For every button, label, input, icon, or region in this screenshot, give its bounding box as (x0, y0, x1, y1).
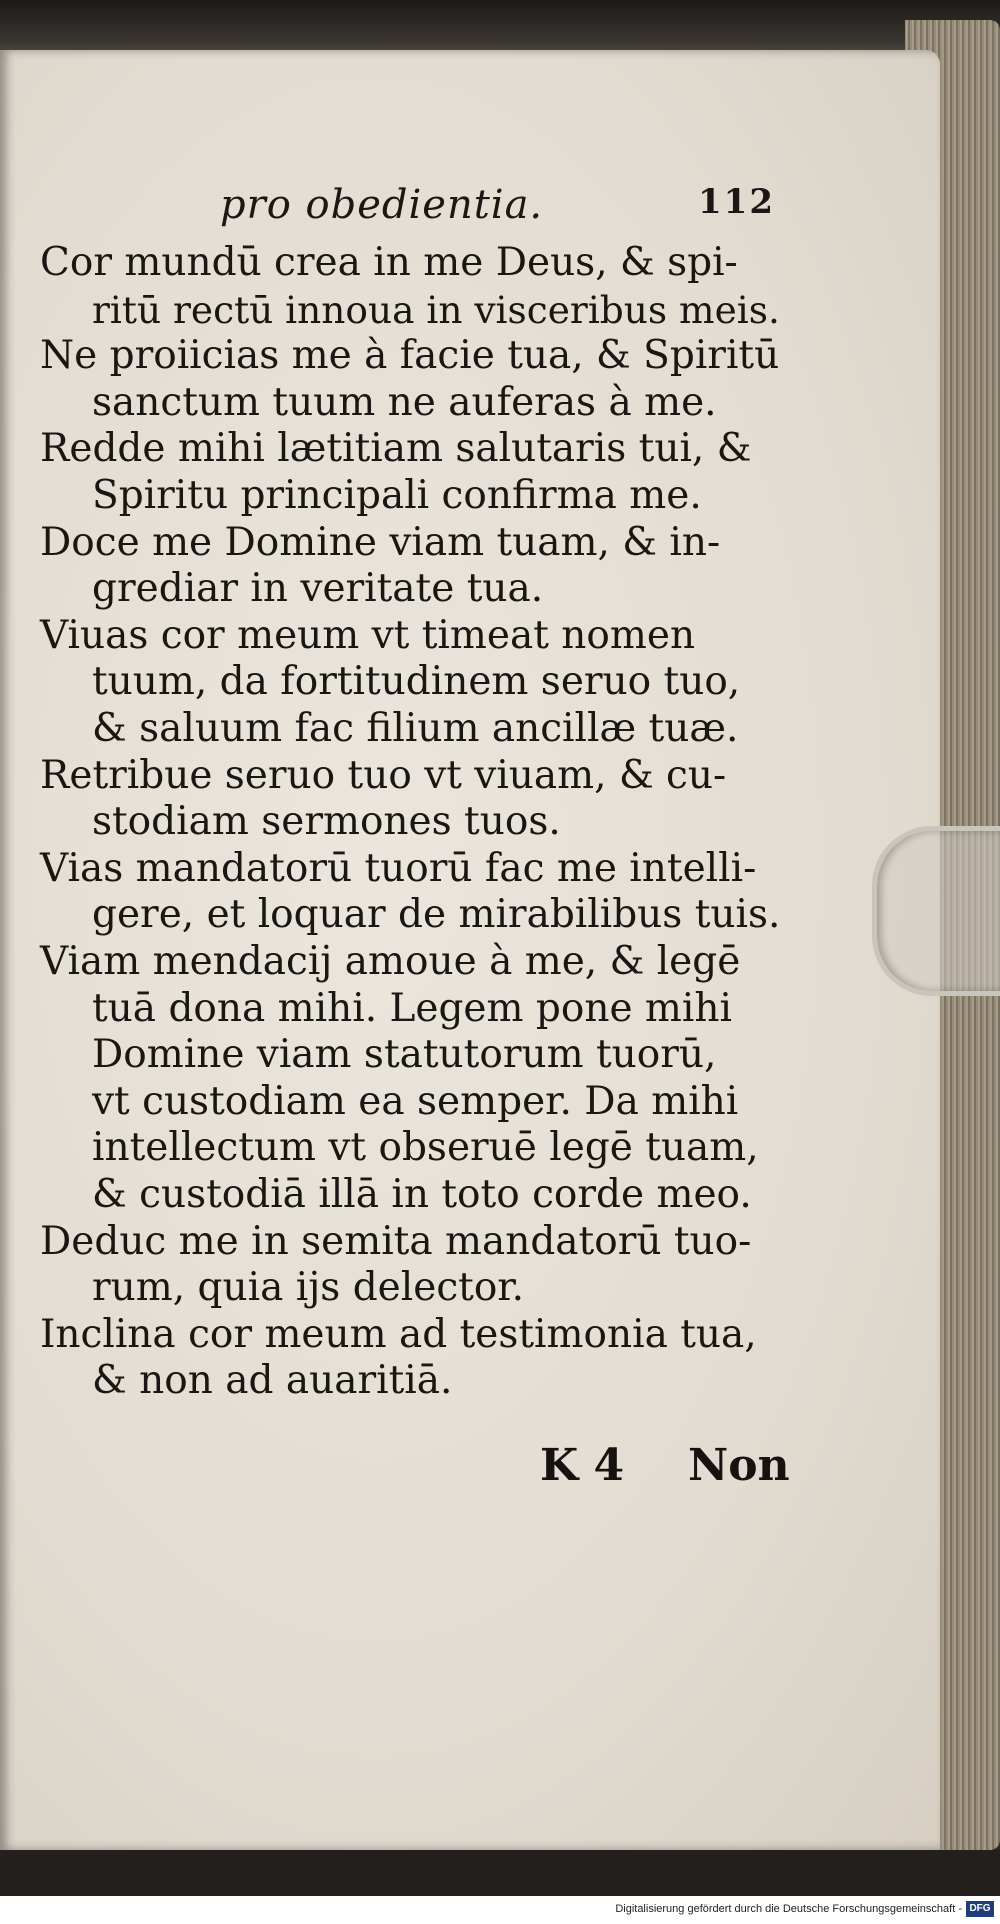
book-bottom-edge (0, 1850, 1000, 1896)
verse-continuation-line: gere, et loquar de mirabilibus tuis. (92, 892, 781, 938)
page-clip (872, 826, 1000, 996)
verse-continuation-line: stodiam sermones tuos. (92, 799, 561, 845)
verse-first-line: Viam mendacij amoue à me, & legē (40, 939, 741, 984)
digitization-credit: Digitalisierung gefördert durch die Deutsche Forschungsgemeinschaft - (615, 1903, 962, 1915)
verse-continuation-line: vt custodiam ea semper. Da mihi (92, 1078, 739, 1124)
verse-continuation-line: tuā dona mihi. Legem pone mihi (92, 985, 732, 1031)
verse-first-line: Viuas cor meum vt timeat nomen (40, 612, 696, 658)
verse-continuation-line: & saluum fac filium ancillæ tuæ. (92, 706, 739, 751)
verse-continuation-line: sanctum tuum ne auferas à me. (92, 379, 717, 425)
verse-continuation-line: grediar in veritate tua. (92, 566, 544, 612)
verse-continuation-line: rum, quia ijs delector. (92, 1265, 525, 1311)
verse-first-line: Cor mundū crea in me Deus, & spi- (40, 240, 738, 285)
verse-continuation-line: intellectum vt obseruē legē tuam, (92, 1125, 759, 1171)
verse-first-line: Deduc me in semita mandatorū tuo- (40, 1218, 752, 1264)
page-number: 112 (698, 182, 775, 222)
verse-first-line: Ne proiicias me à facie tua, & Spiritū (40, 333, 780, 379)
verse-first-line: Doce me Domine viam tuam, & in- (40, 519, 721, 565)
verse-first-line: Vias mandatorū tuorū fac me intelli- (40, 845, 757, 891)
running-head: pro obedientia. (220, 182, 544, 228)
catchword: Non (688, 1440, 790, 1491)
verse-first-line: Retribue seruo tuo vt viuam, & cu- (40, 752, 727, 798)
verse-first-line: Redde mihi lætitiam salutaris tui, & (40, 426, 752, 472)
dfg-logo: DFG (966, 1901, 994, 1917)
verse-continuation-line: tuum, da fortitudinem seruo tuo, (92, 659, 741, 705)
verse-continuation-line: Spiritu principali confirma me. (92, 473, 702, 518)
signature-mark: K 4 (540, 1440, 625, 1491)
verse-first-line: Inclina cor meum ad testimonia tua, (40, 1311, 757, 1357)
verse-continuation-line: & custodiā illā in toto corde meo. (92, 1172, 752, 1217)
verse-continuation-line: Domine viam statutorum tuorū, (92, 1032, 717, 1078)
verse-continuation-line: & non ad auaritiā. (92, 1358, 453, 1404)
verse-continuation-line: ritū rectū innoua in visceribus meis. (92, 287, 780, 332)
